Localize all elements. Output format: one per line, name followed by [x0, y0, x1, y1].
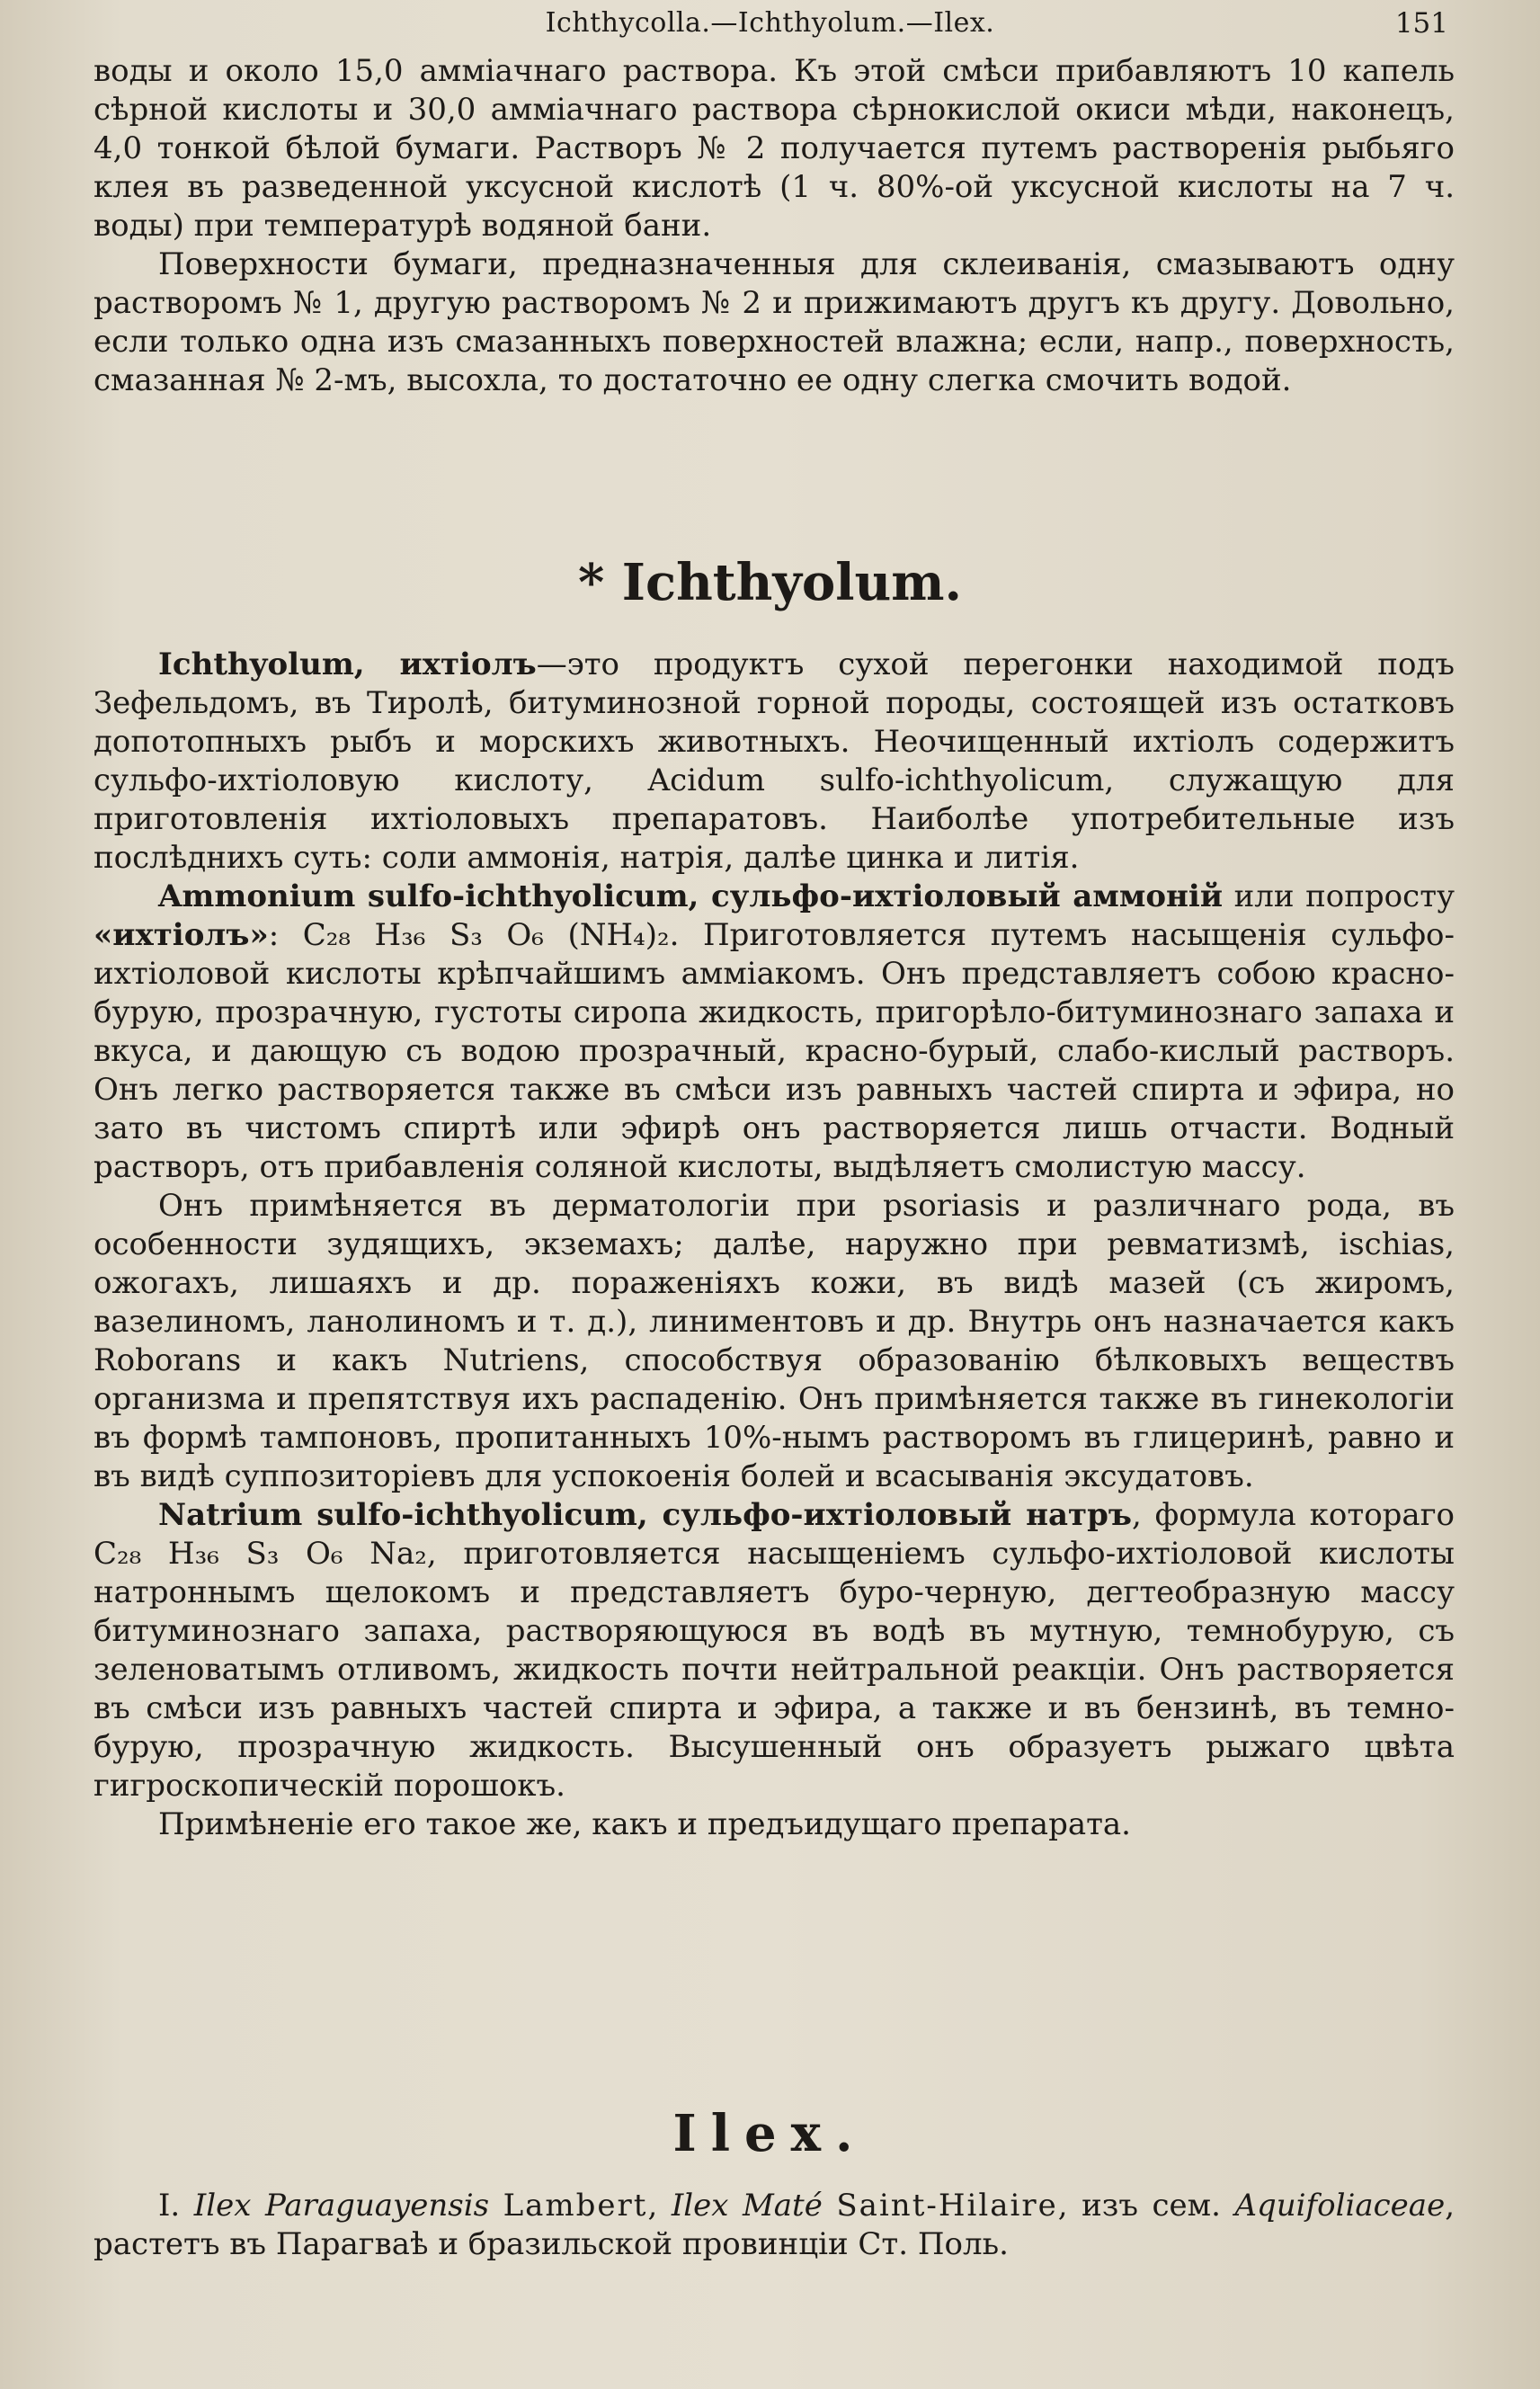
- paragraph: Natrium sulfo-ichthyolicum, сульфо-ихтіоловый натръ, формула котораго C₂₈ H₃₆ S₃ O₆ Na₂, приготовляется насыщеніемъ сульфо-ихтіоловой кислоты натроннымъ щелокомъ и представляетъ буро-черную, дегтеобразную массу битуминознаго запаха, растворяющуюся въ водѣ въ мутную, темнобурую, съ зеленоватымъ отливомъ, жидкость почти нейтральной реакціи. Онъ растворяется въ смѣси изъ равныхъ частей спирта и эфира, а также и въ бензинѣ, въ темно-бурую, прозрачную жидкость. Высушенный онъ образуетъ рыжаго цвѣта гигроскопическій порошокъ.: [93, 1497, 1455, 1804]
- term-ammonium: Ammonium sulfo-ichthyolicum, сульфо-ихтіоловый аммоній: [158, 878, 1224, 914]
- page-number: 151: [1394, 7, 1448, 40]
- species-name: Ilex Paraguayensis: [193, 2188, 490, 2224]
- paragraph: Онъ примѣняется въ дерматологіи при psoriasis и различнаго рода, въ особенности зудящихъ, экземахъ; далѣе, наружно при ревматизмѣ, ischias, ожогахъ, лишаяхъ и др. пораженіяхъ кожи, въ видѣ мазей (съ жиромъ, вазелиномъ, ланолиномъ и т. д.), линиментовъ и др. Внутрь онъ назначается какъ Roborans и какъ Nutriens, способствуя образованію бѣлковыхъ веществъ организма и препятствуя ихъ распаденію. Онъ примѣняется также въ гинекологіи въ формѣ тампоновъ, пропитанныхъ 10%-нымъ растворомъ въ глицеринѣ, равно и въ видѣ суппозиторіевъ для успокоенія болей и всасыванія эксудатовъ.: [93, 1188, 1455, 1494]
- section-heading-ichthyolum: * Ichthyolum.: [578, 553, 962, 612]
- running-head: [0, 7, 1540, 47]
- species-name: Ilex Maté: [671, 2188, 823, 2224]
- chemical-formula: : C₂₈ H₃₆ S₃ O₆ (NH₄)₂.: [268, 917, 680, 953]
- term-ichthyolum: Ichthyolum, ихтіолъ: [158, 646, 537, 682]
- ichthyolum-article: [93, 646, 1455, 1844]
- paragraph: Примѣненіе его такое же, какъ и предъидущаго препарата.: [158, 1806, 1131, 1842]
- ichthycolla-continuation: [93, 52, 1455, 400]
- family-name: Aquifoliaceae: [1234, 2188, 1446, 2224]
- paragraph: воды и около 15,0 амміачнаго раствора. Къ этой смѣси прибавляютъ 10 капель сѣрной кислоты и 30,0 амміачнаго раствора сѣрнокислой окиси мѣди, наконецъ, 4,0 тонкой бѣлой бумаги. Растворъ № 2 получается путемъ растворенія рыбьяго клея въ разведенной уксусной кислотѣ (1 ч. 80%-ой уксусной кислоты на 7 ч. воды) при температурѣ водяной бани.: [93, 53, 1455, 244]
- section-heading-ilex: Ilex.: [672, 2104, 868, 2163]
- paragraph: I. Ilex Paraguayensis Lambert, Ilex Maté Saint-Hilaire, изъ сем. Aquifoliaceae, растетъ въ Парагваѣ и бразильской провинціи Ст. Поль.: [93, 2188, 1455, 2262]
- paragraph: Ichthyolum, ихтіолъ—это продуктъ сухой перегонки находимой подъ Зефельдомъ, въ Тиролѣ, битуминозной горной породы, состоящей изъ остатковъ допотопныхъ рыбъ и морскихъ животныхъ. Неочищенный ихтіолъ содержитъ сульфо-ихтіоловую кислоту, Acidum sulfo-ichthyolicum, служащую для приготовленія ихтіоловыхъ препаратовъ. Наиболѣе употребительные изъ послѣднихъ суть: соли аммонія, натрія, далѣе цинка и литія.: [93, 646, 1455, 876]
- paragraph: Поверхности бумаги, предназначенныя для склеиванія, смазываютъ одну растворомъ № 1, другую растворомъ № 2 и прижимаютъ другъ къ другу. Довольно, если только одна изъ смазанныхъ поверхностей влажна; если, напр., поверхность, смазанная № 2-мъ, высохла, то достаточно ее одну слегка смочить водой.: [93, 246, 1455, 398]
- ilex-article: [93, 2187, 1455, 2264]
- chemical-formula: C₂₈ H₃₆ S₃ O₆ Na₂: [93, 1536, 427, 1572]
- paragraph: Ammonium sulfo-ichthyolicum, сульфо-ихтіоловый аммоній или попросту «ихтіолъ»: C₂₈ H₃₆ S₃ O₆ (NH₄)₂. Приготовляется путемъ насыщенія сульфо-ихтіоловой кислоты крѣпчайшимъ амміакомъ. Онъ представляетъ собою красно-бурую, прозрачную, густоты сиропа жидкость, пригорѣло-битуминознаго запаха и вкуса, и дающую съ водою прозрачный, красно-бурый, слабо-кислый растворъ. Онъ легко растворяется также въ смѣси изъ равныхъ частей спирта и эфира, но зато въ чистомъ спиртѣ или эфирѣ онъ растворяется лишь отчасти. Водный растворъ, отъ прибавленія соляной кислоты, выдѣляетъ смолистую массу.: [93, 878, 1455, 1185]
- author-name: Lambert: [503, 2188, 648, 2224]
- running-title: Ichthycolla.—Ichthyolum.—Ilex.: [545, 7, 995, 39]
- term-natrium: Natrium sulfo-ichthyolicum, сульфо-ихтіоловый натръ: [158, 1497, 1132, 1533]
- author-name: Saint-Hilaire: [836, 2188, 1058, 2224]
